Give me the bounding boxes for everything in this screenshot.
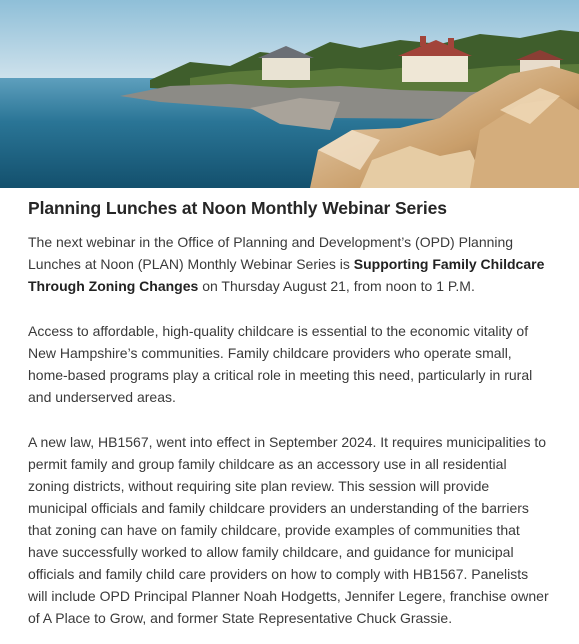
law-paragraph: A new law, HB1567, went into effect in September 2024. It requires municipalities to permit family and group family childcare as an accessory use in all residential zoning districts, without requiring site plan review. This session will provide municipal officials and family childcare providers an understanding of the barriers that zoning can have on family childcare, provide examples of communities that have successfully worked to allow family childcare, and guidance for municipal officials and family child care providers on how to comply with HB1567. Panelists will include OPD Principal Planner Noah Hodgetts, Jennifer Legere, franchise owner of A Place to Grow, and former State Representative Chuck Grassie.: [28, 434, 549, 626]
intro-text-pre: The next webinar in the Office of Planning and Development’s (OPD) Planning Lunches at Noon (PLAN) Monthly Webinar Series is: [28, 234, 514, 272]
coastline-illustration: [0, 0, 579, 188]
hero-image: [0, 0, 579, 188]
childcare-paragraph: Access to affordable, high-quality childcare is essential to the economic vitality of New Hampshire’s communities. Family childcare providers who operate small, home-based programs play a critical role in meeting this need, particularly in rural and underserved areas.: [28, 323, 533, 405]
intro-paragraph: [28, 231, 551, 297]
article-title: Planning Lunches at Noon Monthly Webinar Series: [28, 198, 447, 218]
intro-text-post: on Thursday August 21, from noon to 1 P.M.: [198, 278, 475, 294]
article-body: [0, 188, 579, 629]
webinar-title: Supporting Family Childcare Through Zoning Changes: [28, 256, 545, 294]
